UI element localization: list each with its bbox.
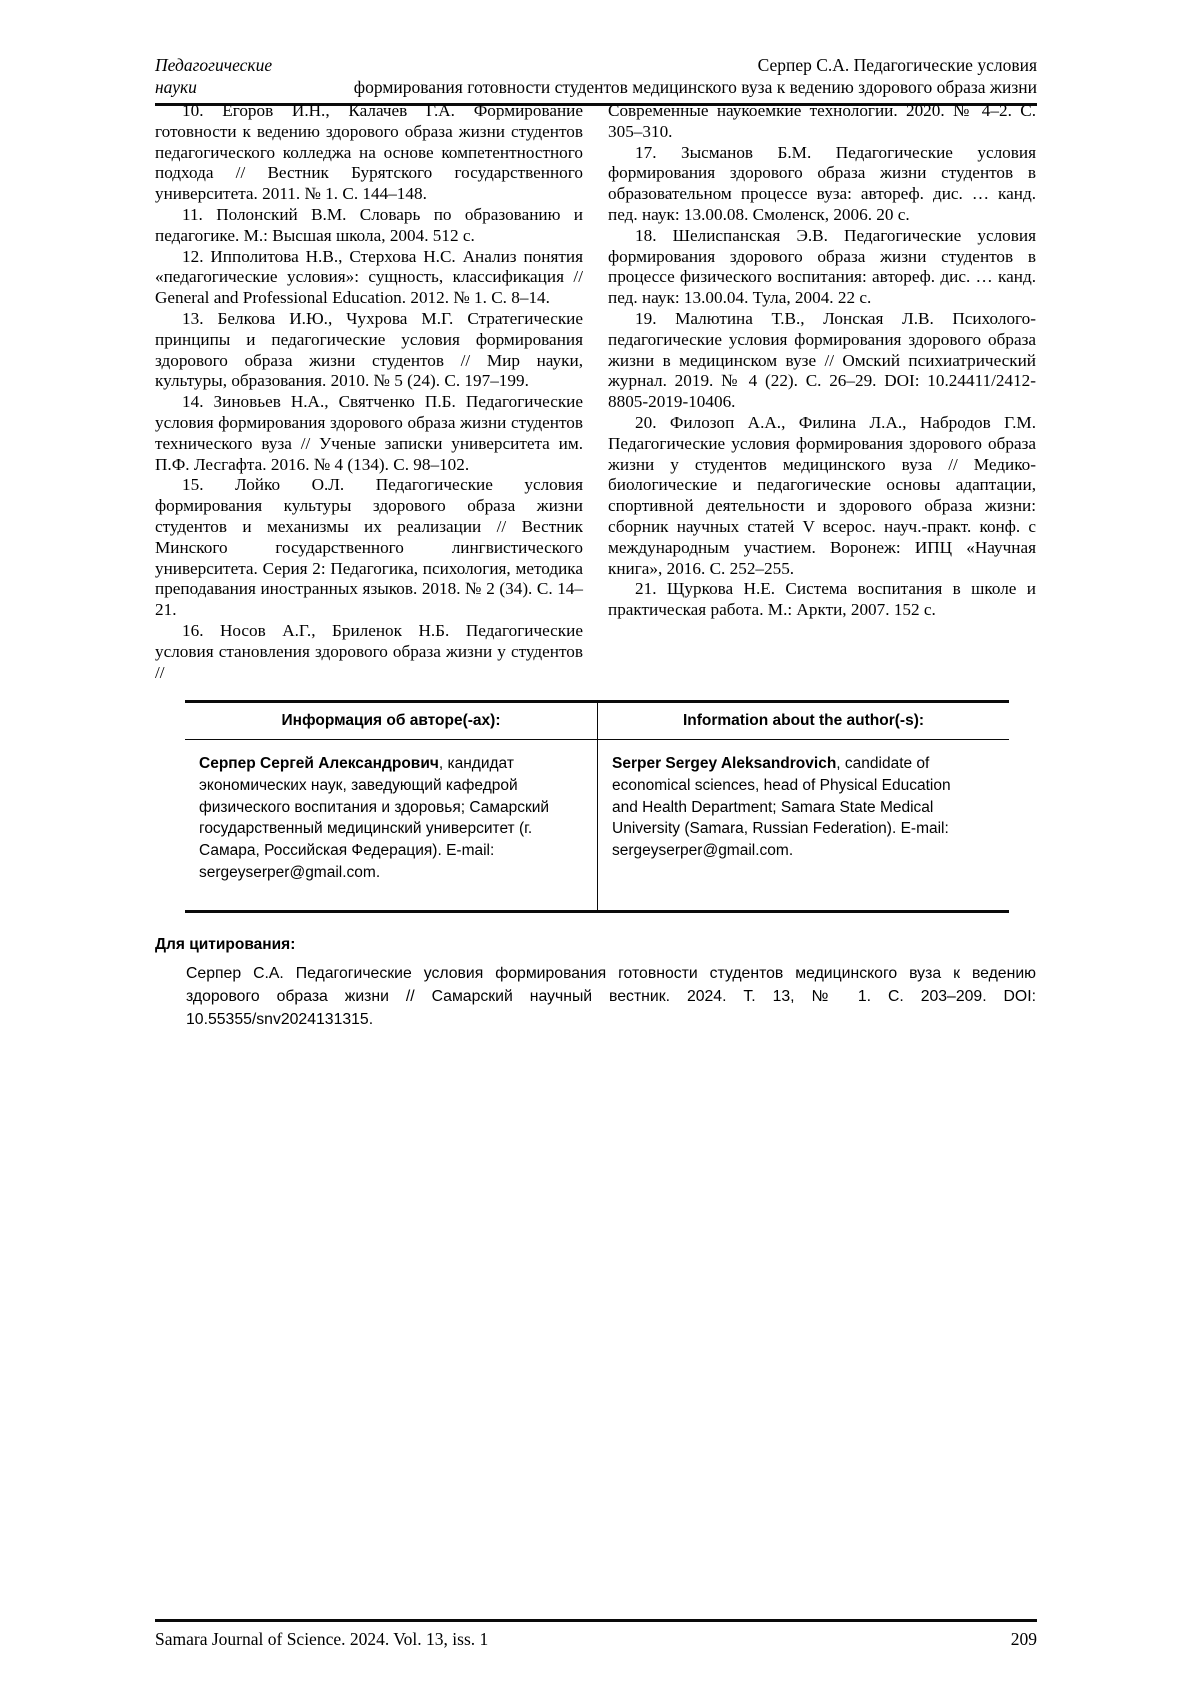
author-table-header-en: Information about the author(-s): xyxy=(597,703,1009,739)
author-name-en: Serper Sergey Aleksandrovich xyxy=(612,755,837,772)
author-table-header-ru: Информация об авторе(-ах): xyxy=(281,712,501,729)
reference-item: 21. Щуркова Н.Е. Система воспитания в школе и практическая работа. М.: Аркти, 2007. 152 с. xyxy=(608,579,1036,620)
section-title-line2: науки xyxy=(155,77,197,97)
reference-item-continuation: Современные наукоемкие технологии. 2020. № 4–2. С. 305–310. xyxy=(608,101,1036,141)
footer-page-number: 209 xyxy=(1010,1629,1037,1649)
reference-item: 10. Егоров И.Н., Калачев Г.А. Формирование готовности к ведению здорового образа жизни студентов педагогического колледжа на основе компетентностного подхода // Вестник Бурятского государственного университета. 2011. № 1. С. 144–148. xyxy=(155,101,583,204)
running-head xyxy=(302,54,1037,98)
references-right-list xyxy=(608,143,1036,621)
footer-journal-line: Samara Journal of Science. 2024. Vol. 13, iss. 1 xyxy=(155,1629,489,1649)
reference-item: 15. Лойко О.Л. Педагогические условия формирования культуры здорового образа жизни студентов и механизмы их реализации // Вестник Минского государственного лингвистического университета. Серия 2: Педагогика, психология, методика преподавания иностранных языков. 2018. № 2 (34). С. 14–21. xyxy=(155,475,583,620)
running-head-line1: Серпер С.А. Педагогические условия xyxy=(757,55,1037,75)
reference-item: 18. Шелиспанская Э.В. Педагогические условия формирования здорового образа жизни студентов в процессе физического воспитания: автореф. дис. … канд. пед. наук: 13.00.04. Тула, 2004. 22 с. xyxy=(608,225,1036,308)
references-section xyxy=(155,101,1036,683)
reference-item: 17. Зысманов Б.М. Педагогические условия формирования здорового образа жизни студентов в образовательном процессе вуза: автореф. дис. … канд. пед. наук: 13.00.08. Смоленск, 2006. 20 с. xyxy=(608,142,1036,224)
section-title xyxy=(155,54,302,98)
reference-item: 20. Филозоп А.А., Филина Л.А., Набродов Г.М. Педагогические условия формирования здорового образа жизни у студентов медицинского вуза // Медико-биологические и педагогические основы адаптации, спортивной деятельности и здорового образа жизни: сборник научных статей V всерос. науч.-практ. конф. с международным участием. Воронеж: ИПЦ «Научная книга», 2016. С. 252–255. xyxy=(608,412,1036,578)
author-name-ru: Серпер Сергей Александрович xyxy=(199,755,439,772)
author-table-body-row xyxy=(185,740,1009,910)
running-head-line2: формирования готовности студентов медицинского вуза к ведению здорового образа жизни xyxy=(353,77,1037,97)
author-info-table xyxy=(185,700,1009,913)
citation-text: Серпер С.А. Педагогические условия формирования готовности студентов медицинского вуза к ведению здорового образа жизни // Самарский научный вестник. 2024. Т. 13, № 1. С. 203–209. DOI: 10.55355/snv2024131315. xyxy=(186,965,1036,1028)
author-info-en-cell xyxy=(597,740,1009,910)
page-footer xyxy=(155,1619,1037,1650)
author-info-ru-cell xyxy=(185,740,597,910)
references-right-column xyxy=(608,101,1036,683)
page-header xyxy=(155,54,1037,106)
author-details-ru: , кандидат экономических наук, заведующий кафедрой физического воспитания и здоровья; Самарский государственный медицинский университет (г. Самара, Российская Федерация). E-mail: sergeyserper@gmail.com. xyxy=(199,755,550,881)
references-left-column xyxy=(155,101,583,683)
reference-item: 12. Ипполитова Н.В., Стерхова Н.С. Анализ понятия «педагогические условия»: сущность, классификация // General and Professional Education. 2012. № 1. С. 8–14. xyxy=(155,246,583,308)
reference-item: 13. Белкова И.Ю., Чухрова М.Г. Стратегические принципы и педагогические условия формирования здорового образа жизни студентов // Мир науки, культуры, образования. 2010. № 5 (24). С. 197–199. xyxy=(155,308,583,391)
section-title-line1: Педагогические xyxy=(155,55,273,75)
reference-item: 11. Полонский В.М. Словарь по образованию и педагогике. М.: Высшая школа, 2004. 512 с. xyxy=(155,204,583,245)
reference-item: 19. Малютина Т.В., Лонская Л.В. Психолого-педагогические условия формирования здорового образа жизни в медицинском вузе // Омский психиатрический журнал. 2019. № 4 (22). С. 26–29. DOI: 10.24411/2412-8805-2019-10406. xyxy=(608,308,1036,412)
author-table-header-row xyxy=(185,703,1009,740)
author-details-en: , candidate of economical sciences, head of Physical Education and Health Department; Samara State Medical University (Samara, Russian Federation). E-mail: sergeyserper@gmail.com. xyxy=(612,755,951,860)
citation-label: Для цитирования: xyxy=(155,936,296,953)
reference-item: 16. Носов А.Г., Бриленок Н.Б. Педагогические условия становления здорового образа жизни у студентов // xyxy=(155,620,583,682)
reference-item: 14. Зиновьев Н.А., Святченко П.Б. Педагогические условия формирования здорового образа жизни студентов технического вуза // Ученые записки университета им. П.Ф. Лесгафта. 2016. № 4 (134). С. 98–102. xyxy=(155,392,583,474)
